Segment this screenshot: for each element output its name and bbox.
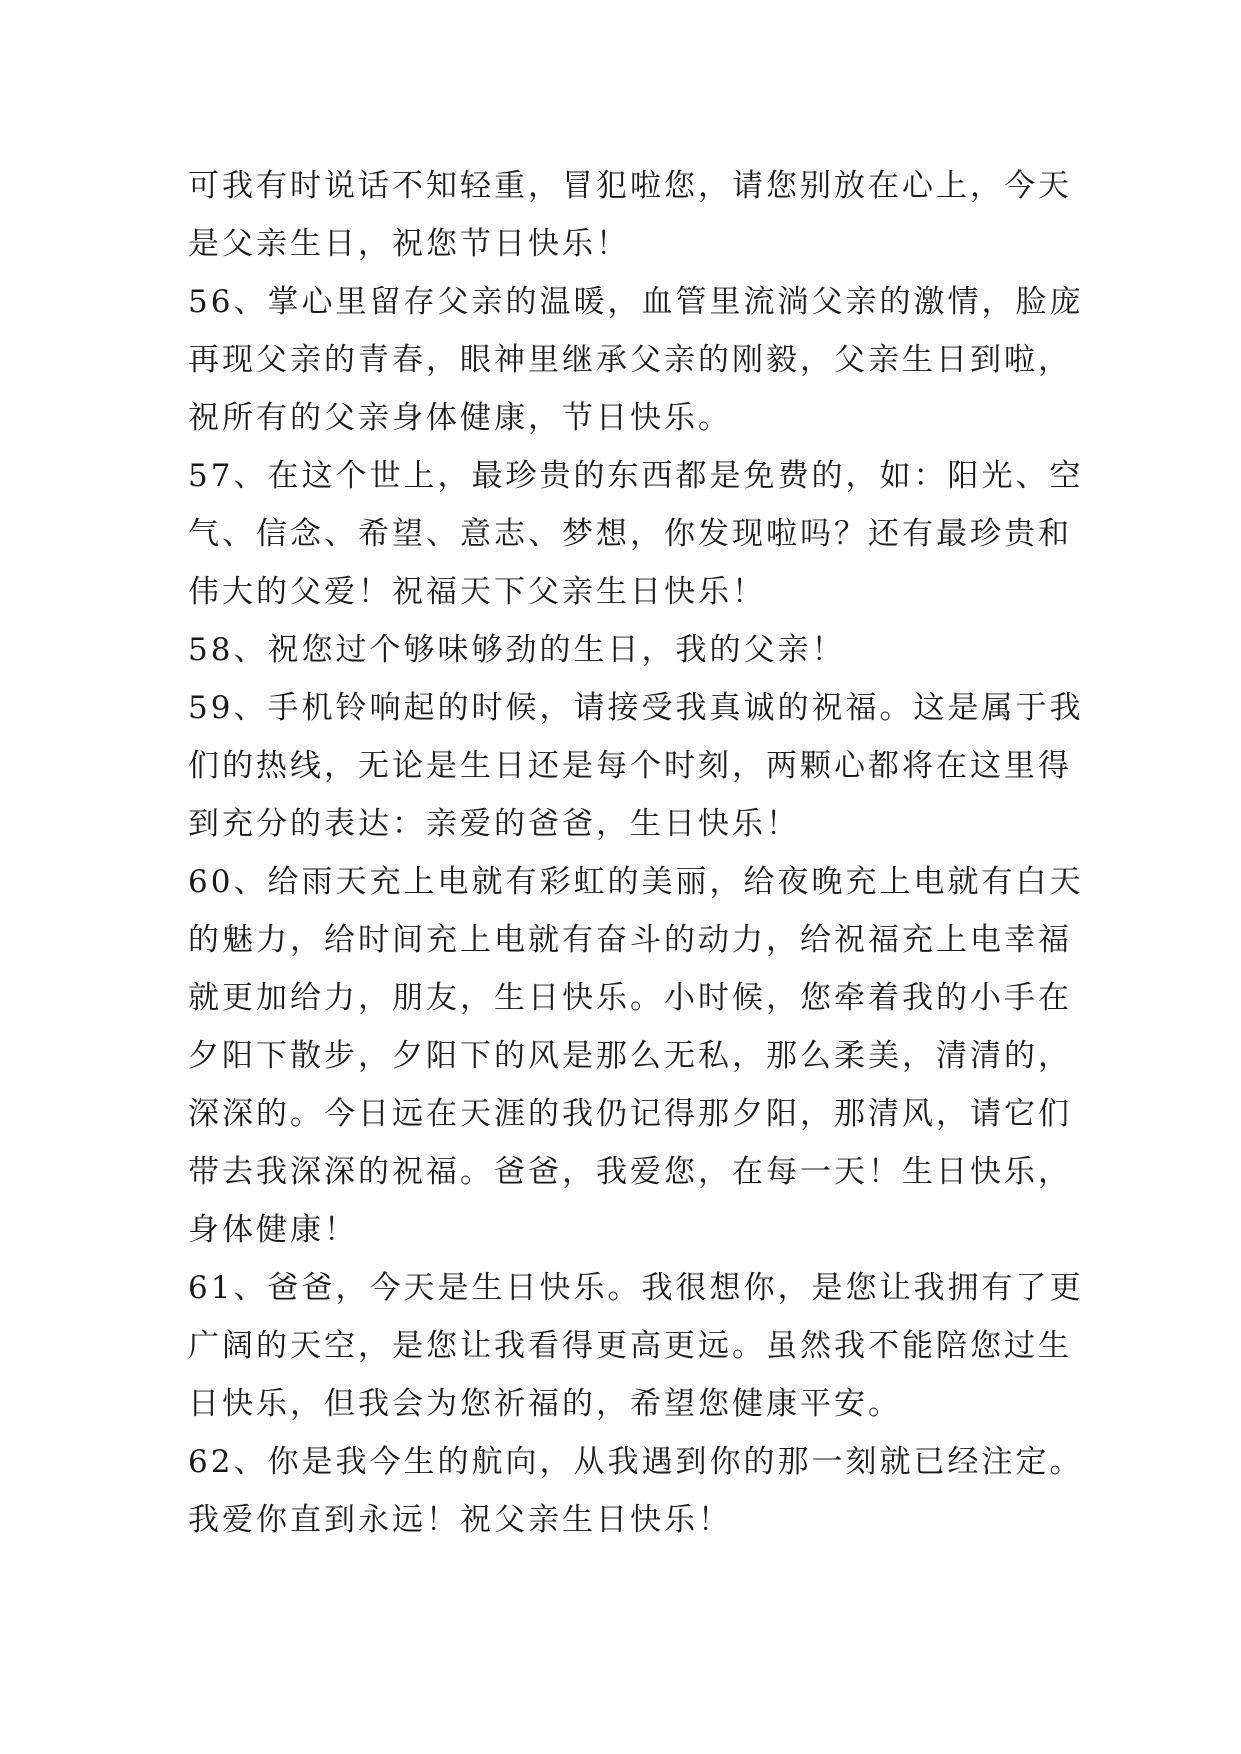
- text-line: 57、在这个世上，最珍贵的东西都是免费的，如：阳光、空: [188, 458, 1084, 494]
- text-line: 可我有时说话不知轻重，冒犯啦您，请您别放在心上，今天: [188, 168, 1072, 204]
- text-line: 的魅力，给时间充上电就有奋斗的动力，给祝福充上电幸福: [188, 922, 1072, 958]
- text-line: 到充分的表达：亲爱的爸爸，生日快乐！: [188, 806, 800, 842]
- paragraph-61: [188, 1259, 1084, 1433]
- text-line: 们的热线，无论是生日还是每个时刻，两颗心都将在这里得: [188, 748, 1072, 784]
- paragraph-57: [188, 447, 1084, 621]
- text-line: 59、手机铃响起的时候，请接受我真诚的祝福。这是属于我: [188, 690, 1084, 726]
- text-line: 广阔的天空，是您让我看得更高更远。虽然我不能陪您过生: [188, 1328, 1072, 1364]
- text-line: 夕阳下散步，夕阳下的风是那么无私，那么柔美，清清的，: [188, 1038, 1072, 1074]
- text-line: 58、祝您过个够味够劲的生日，我的父亲！: [188, 632, 846, 668]
- paragraph-58: [188, 621, 1078, 679]
- text-line: 深深的。今日远在天涯的我仍记得那夕阳，那清风，请它们: [188, 1096, 1072, 1132]
- text-line: 再现父亲的青春，眼神里继承父亲的刚毅，父亲生日到啦，: [188, 342, 1072, 378]
- paragraph-56: [188, 273, 1084, 447]
- paragraph-62: [188, 1433, 1084, 1549]
- text-line: 身体健康！: [188, 1212, 358, 1248]
- text-line: 60、给雨天充上电就有彩虹的美丽，给夜晚充上电就有白天: [188, 864, 1084, 900]
- paragraph-59: [188, 679, 1084, 853]
- text-line: 气、信念、希望、意志、梦想，你发现啦吗？还有最珍贵和: [188, 516, 1072, 552]
- text-line: 带去我深深的祝福。爸爸，我爱您，在每一天！生日快乐，: [188, 1154, 1072, 1190]
- text-line: 是父亲生日，祝您节日快乐！: [188, 226, 630, 262]
- text-line: 祝所有的父亲身体健康，节日快乐。: [188, 400, 732, 436]
- document-body: [188, 157, 1084, 1549]
- text-line: 我爱你直到永远！祝父亲生日快乐！: [188, 1502, 732, 1538]
- text-line: 56、掌心里留存父亲的温暖，血管里流淌父亲的激情，脸庞: [188, 284, 1084, 320]
- paragraph: [188, 157, 1078, 273]
- text-line: 伟大的父爱！祝福天下父亲生日快乐！: [188, 574, 766, 610]
- text-line: 61、爸爸，今天是生日快乐。我很想你，是您让我拥有了更: [188, 1270, 1084, 1306]
- text-line: 62、你是我今生的航向，从我遇到你的那一刻就已经注定。: [188, 1444, 1084, 1480]
- text-line: 就更加给力，朋友，生日快乐。小时候，您牵着我的小手在: [188, 980, 1072, 1016]
- text-line: 日快乐，但我会为您祈福的，希望您健康平安。: [188, 1386, 902, 1422]
- paragraph-60: [188, 853, 1084, 1259]
